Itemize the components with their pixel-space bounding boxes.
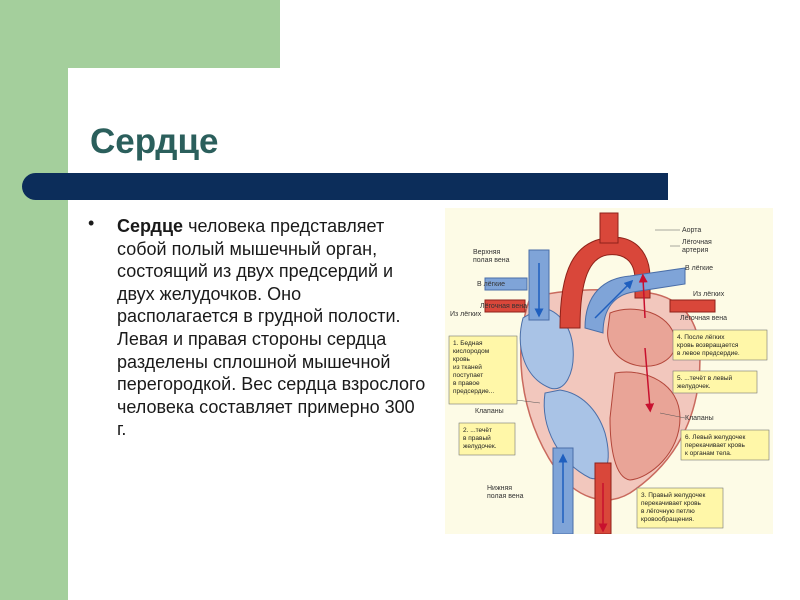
- label-from-lungs-right: Из лёгких: [693, 291, 725, 298]
- label-from-lungs-left: Из лёгких: [450, 311, 482, 318]
- svg-text:4. После лёгких: 4. После лёгких: [677, 334, 725, 341]
- label-pulm-artery-2: артерия: [682, 247, 709, 254]
- heart-diagram: [445, 208, 773, 534]
- svg-text:перекачивает кровь: перекачивает кровь: [685, 442, 745, 449]
- svg-text:кислородом: кислородом: [453, 348, 490, 355]
- heart-diagram-svg: [445, 208, 773, 534]
- svg-text:2. ...течёт: 2. ...течёт: [463, 427, 492, 434]
- svg-text:6. Левый желудочек: 6. Левый желудочек: [685, 434, 746, 441]
- svg-text:перекачивает кровь: перекачивает кровь: [641, 500, 701, 507]
- label-valves-left: Клапаны: [475, 408, 504, 415]
- svg-text:кровь: кровь: [453, 356, 470, 363]
- pulmonary-vein-right: [670, 300, 715, 312]
- svg-text:кровообращения.: кровообращения.: [641, 516, 695, 523]
- slide-title: Сердце: [90, 122, 219, 161]
- svg-text:желудочек.: желудочек.: [677, 383, 711, 390]
- svg-text:к органам тела.: к органам тела.: [685, 450, 732, 457]
- label-to-lungs-right: В лёгкие: [685, 265, 714, 272]
- label-to-lungs-left: В лёгкие: [477, 281, 506, 288]
- note-box-5: [673, 371, 757, 393]
- label-pulm-artery-1: Лёгочная: [682, 239, 712, 246]
- bullet-paragraph: [117, 215, 427, 441]
- label-ivc-2: полая вена: [487, 493, 524, 500]
- background-green-side: [0, 0, 68, 600]
- note-box-2: [459, 423, 515, 455]
- svg-text:в правое: в правое: [453, 380, 480, 387]
- title-underline-bar: [22, 173, 668, 200]
- svg-text:в левое предсердие.: в левое предсердие.: [677, 350, 740, 357]
- svg-text:5. ...течёт в левый: 5. ...течёт в левый: [677, 375, 733, 382]
- bullet-dot-icon: •: [88, 213, 95, 233]
- svg-text:из тканей: из тканей: [453, 364, 482, 371]
- svg-text:в лёгочную петлю: в лёгочную петлю: [641, 508, 695, 515]
- bullet-body-text: человека представляет собой полый мышечный орган, состоящий из двух предсердий и двух желудочков. Оно располагается в грудной полости. Левая и правая стороны сердца разделены сплошной мышечной перегородкой. Вес сердца взрослого человека составляет примерно 300 г.: [117, 216, 426, 440]
- aorta-top: [600, 213, 618, 243]
- note-box-4: [673, 330, 767, 360]
- svg-text:3. Правый желудочек: 3. Правый желудочек: [641, 492, 706, 499]
- label-pulm-vein-right: Лёгочная вена: [680, 315, 728, 322]
- svg-text:кровь возвращается: кровь возвращается: [677, 342, 739, 349]
- label-svc-1: Верхняя: [473, 249, 501, 256]
- note-box-3: [637, 488, 723, 528]
- svg-text:в правый: в правый: [463, 435, 491, 442]
- label-pulm-vein-left: Лёгочная вена: [480, 303, 528, 310]
- svg-text:1. Бедная: 1. Бедная: [453, 340, 483, 347]
- svg-text:предсердие...: предсердие...: [453, 388, 495, 395]
- note-box-6: [681, 430, 769, 460]
- svg-text:поступает: поступает: [453, 372, 484, 379]
- label-valves-right: Клапаны: [685, 415, 714, 422]
- svg-text:желудочек.: желудочек.: [463, 443, 497, 450]
- note-box-1: [449, 336, 517, 404]
- label-svc-2: полая вена: [473, 257, 510, 264]
- bullet-bold-word: Сердце: [117, 216, 184, 236]
- label-ivc-1: Нижняя: [487, 485, 513, 492]
- label-aorta: Аорта: [682, 227, 702, 234]
